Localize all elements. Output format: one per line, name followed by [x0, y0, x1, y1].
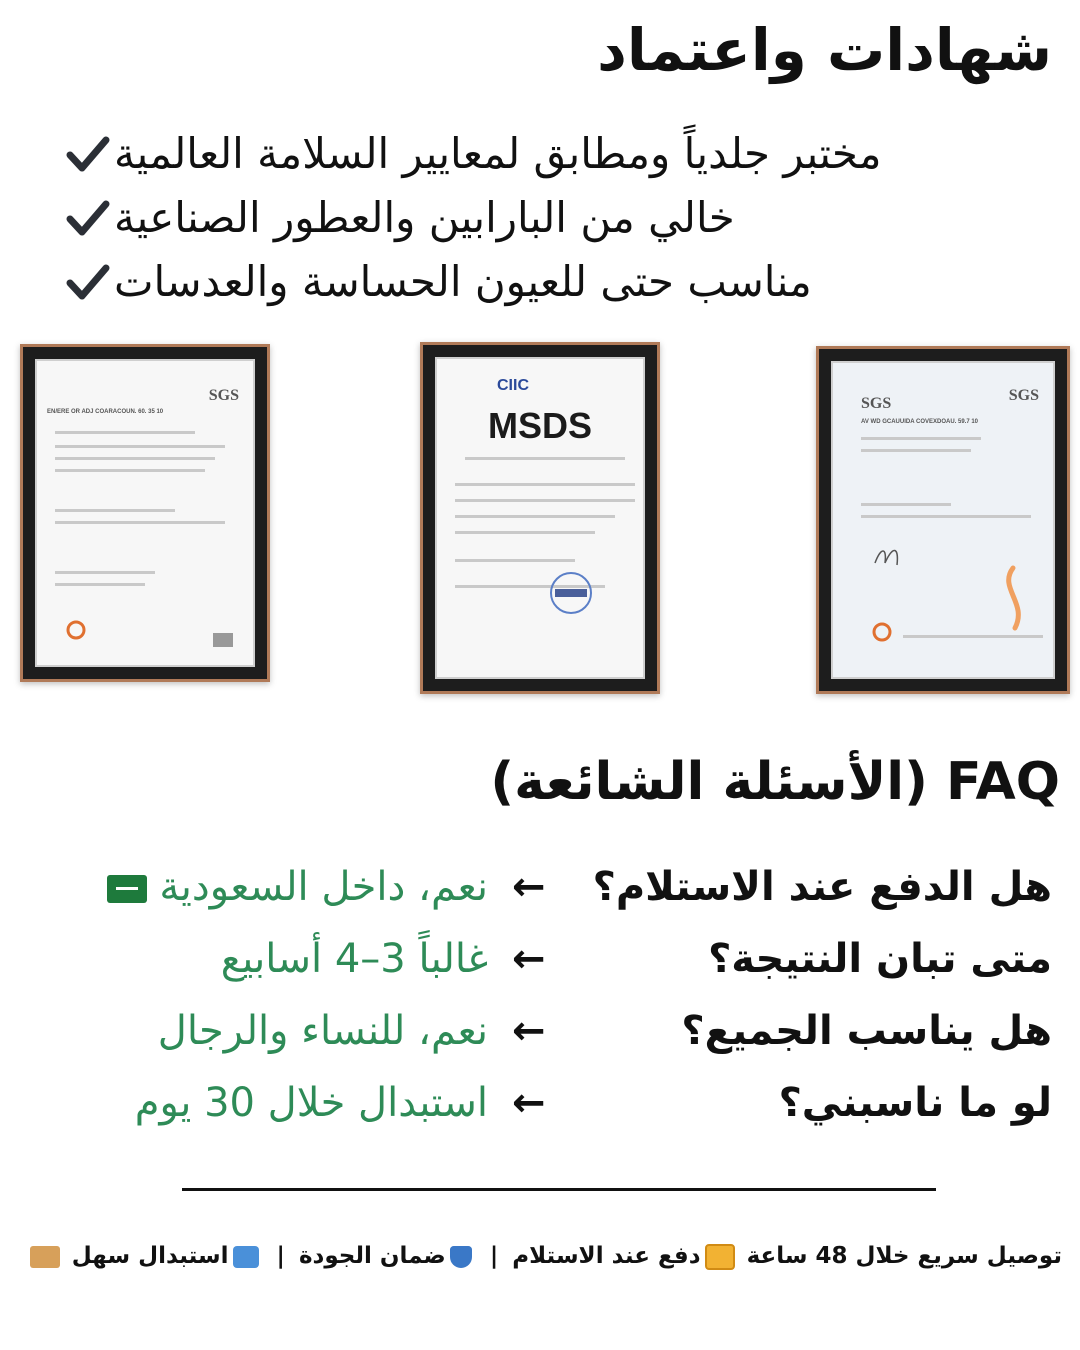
faq-title: FAQ (الأسئلة الشائعة)	[490, 752, 1060, 812]
certificate-frame-sgs-1	[20, 344, 270, 682]
checkmark-icon	[62, 256, 114, 308]
faq-item	[0, 924, 1080, 994]
sgs-logo: SGS	[208, 387, 239, 404]
checkmark-icon	[62, 128, 114, 180]
footer-separator: |	[489, 1243, 499, 1269]
delivery-truck-icon	[30, 1246, 60, 1268]
faq-item	[0, 996, 1080, 1066]
certificate-document	[831, 361, 1055, 679]
faq-answer: استبدال خلال 30 يوم	[134, 1080, 488, 1126]
certificate-frame-msds	[420, 342, 660, 694]
certificate-frame-sgs-2	[816, 346, 1070, 694]
footer-item-quality: ضمان الجودة	[298, 1243, 446, 1269]
faq-item	[0, 852, 1080, 922]
exchange-icon	[233, 1246, 259, 1268]
faq-answer: نعم، للنساء والرجال	[157, 1008, 488, 1054]
sgs-logo: SGS	[861, 395, 892, 412]
feature-item	[52, 186, 1052, 250]
seal-icon	[65, 619, 87, 641]
arrow-left-icon: ←	[512, 1008, 546, 1054]
saudi-flag-icon	[107, 875, 147, 903]
footer-item-fast-delivery: توصيل سريع خلال 48 ساعة	[746, 1243, 1062, 1269]
page-title: شهادات واعتماد	[597, 16, 1052, 84]
stamp-icon	[547, 569, 595, 617]
faq-question: هل يناسب الجميع؟	[681, 1008, 1052, 1054]
faq-answer: نعم، داخل السعودية	[95, 852, 488, 922]
ciic-logo: CIIC	[497, 377, 529, 394]
certificate-document	[35, 359, 255, 667]
certificates-gallery	[0, 340, 1080, 700]
msds-title: MSDS	[487, 405, 592, 446]
credit-card-icon	[705, 1244, 735, 1270]
faq-question: لو ما ناسبني؟	[778, 1080, 1052, 1126]
hologram-icon	[993, 563, 1033, 633]
certificate-document	[435, 357, 645, 679]
seal-icon	[871, 621, 893, 643]
shield-icon	[450, 1246, 472, 1268]
certificate-heading: AV WD GCAUUIDA COVEXDOAU. 59.7 10	[861, 419, 979, 425]
features-list	[52, 122, 1052, 314]
arrow-left-icon: ←	[512, 936, 546, 982]
arrow-left-icon: ←	[512, 1080, 546, 1126]
faq-answer: غالباً 3–4 أسابيع	[220, 936, 488, 982]
divider	[182, 1188, 936, 1191]
footer-item-exchange: استبدال سهل	[71, 1243, 229, 1269]
faq-item	[0, 1068, 1080, 1138]
sgs-logo-secondary: SGS	[1008, 387, 1039, 404]
faq-question: متى تبان النتيجة؟	[708, 936, 1052, 982]
footer-separator: |	[276, 1243, 285, 1269]
feature-item	[52, 250, 1052, 314]
barcode-icon	[213, 633, 233, 647]
footer-benefits-bar	[26, 1236, 1062, 1276]
feature-item	[52, 122, 1052, 186]
checkmark-icon	[62, 192, 114, 244]
signature-icon	[873, 543, 913, 569]
certificate-heading: EN/ERE OR ADJ COARACOUN. 60. 35 10	[47, 409, 164, 415]
feature-text: مختبر جلدياً ومطابق لمعايير السلامة العالمية	[114, 129, 882, 178]
faq-question: هل الدفع عند الاستلام؟	[592, 864, 1052, 910]
feature-text: خالي من البارابين والعطور الصناعية	[114, 193, 735, 242]
arrow-left-icon: ←	[512, 864, 546, 910]
footer-item-cod: دفع عند الاستلام	[512, 1243, 701, 1269]
feature-text: مناسب حتى للعيون الحساسة والعدسات	[114, 257, 812, 306]
